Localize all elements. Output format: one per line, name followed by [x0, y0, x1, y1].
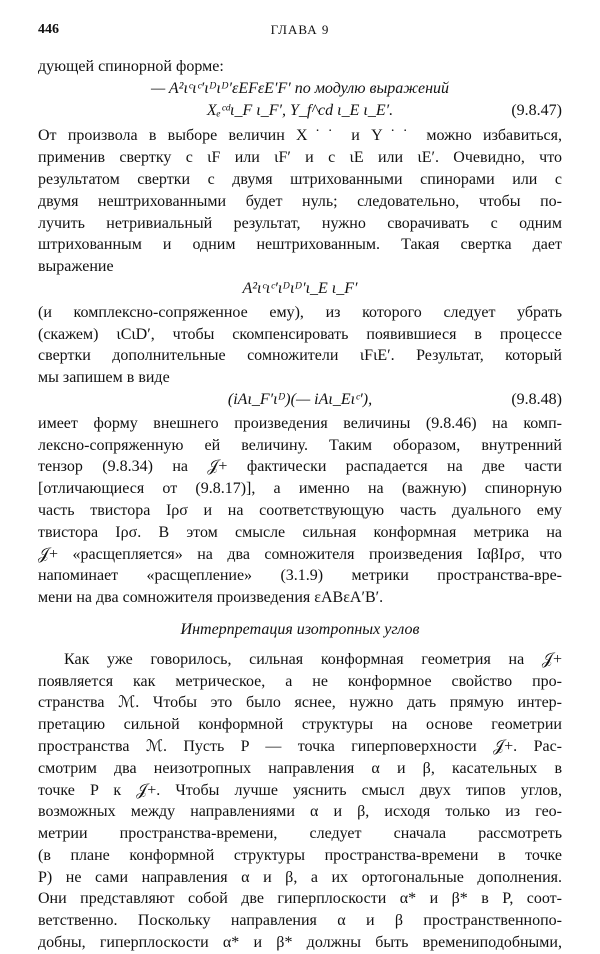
section-heading: Интерпретация изотропных углов — [180, 620, 420, 638]
formula-9-8-47 — [38, 78, 562, 122]
text-line: часть твистора Iρσ и на соответствующую часть дуального ему — [38, 501, 562, 519]
text-line: претацию сильной конформной структуры на основе геометрии — [38, 716, 562, 734]
text-line: применив свертку с ιF или ιF′ и с ιE или ιE′. Очевидно, что — [38, 149, 562, 167]
text-line: лексно-сопряженную ей величину. Таким оборазом, внутренний — [38, 436, 562, 454]
text-line: добны, гиперплоскости α* и β* должны быть времениподобными, — [38, 934, 562, 952]
text-line: [отличающиеся от (9.8.17)], а именно на (важную) спинорную — [38, 480, 562, 498]
text-line: твистора Iρσ. В этом смысле сильная конформная метрика на — [38, 523, 562, 541]
text-line: тензор (9.8.34) на 𝒥+ фактически распадается на две части — [38, 458, 562, 476]
formula-9-8-48 — [38, 389, 562, 411]
text-line: мени на два сомножителя произведения εABεA′B′. — [38, 589, 384, 607]
text-line: лучить нетривиальный результат, нужно сворачивать с одним — [38, 214, 562, 232]
paragraph-1 — [38, 56, 562, 78]
text-line: дующей спинорной форме: — [38, 58, 224, 75]
text-line: возможных между направлениями α и β, исходя только из гео- — [38, 803, 562, 821]
text-line: появляется как метрическое, а не конформное свойство про- — [38, 672, 562, 690]
equation-number: (9.8.47) — [511, 101, 562, 119]
formula-line: (iAι_F′ιᴰ)(— iAι_Eιᶜ′), — [227, 390, 373, 408]
text-line: странства ℳ. Чтобы это было яснее, нужно дать прямую интер- — [38, 694, 562, 712]
text-line: точке P к 𝒥+. Чтобы лучше уяснить смысл двух типов углов, — [38, 781, 562, 799]
text-line: От произвола в выборе величин X˙˙ и Y˙˙ можно избавиться, — [38, 127, 562, 145]
text-line: P) не сами направления α и β, а их ортогональные дополнения. — [38, 868, 562, 886]
text-line: напоминает «расщепление» (3.1.9) метрики пространства-вре- — [38, 567, 562, 585]
formula-line: Xₑᶜᵈι_F ι_F′, Y_f^cd ι_E ι_E′. — [206, 101, 394, 119]
page-body — [38, 56, 562, 954]
text-line: ветственно. Поскольку направления α и β пространственнопо- — [38, 912, 562, 930]
formula-line: — A²ιᶜιᶜ′ιᴰιᴰ′εEFεE′F′ по модулю выражений — [150, 79, 450, 97]
formula-line: A²ιᶜιᶜ′ιᴰιᴰ′ι_E ι_F′ — [242, 279, 358, 297]
text-line: имеет форму внешнего произведения величины (9.8.46) на комп- — [38, 414, 562, 432]
paragraph-2 — [38, 125, 562, 278]
equation-number: (9.8.48) — [511, 390, 562, 408]
text-line: 𝒥+ «расщепляется» на два сомножителя произведения IαβIρσ, что — [38, 545, 562, 563]
text-line: свертки дополнительные сомножители ιFιE′. Результат, который — [38, 347, 562, 365]
text-line: метрии пространства-времени, следует сначала рассмотреть — [38, 825, 562, 843]
text-line: выражение — [38, 258, 114, 276]
chapter-title: ГЛАВА 9 — [270, 22, 330, 37]
paragraph-5 — [38, 649, 562, 954]
paragraph-4 — [38, 413, 562, 609]
text-line: штрихованным и одним нештрихованным. Такая свертка дает — [38, 236, 562, 254]
text-line: (и комплексно-сопряженное ему), из которого следует убрать — [38, 303, 562, 321]
text-line: пространства ℳ. Пусть P — точка гиперповерхности 𝒥+. Рас- — [38, 737, 562, 755]
paragraph-3 — [38, 302, 562, 389]
formula-line-with-number — [38, 100, 562, 122]
formula-contraction — [38, 278, 562, 300]
page-number: 446 — [38, 22, 59, 37]
text-line: двумя нештрихованными будет нуль; следовательно, чтобы по- — [38, 192, 562, 210]
page-header — [38, 22, 562, 42]
text-line: результатом свертки с двумя штрихованными спинорами или с — [38, 170, 562, 188]
text-line: смотрим два неизотропных направления α и β, касательных в — [38, 759, 562, 777]
text-line: Как уже говорилось, сильная конформная геометрия на 𝒥+ — [64, 650, 562, 668]
text-line: мы запишем в виде — [38, 369, 170, 387]
text-line: (скажем) ιCιD′, чтобы скомпенсировать появившиеся в процессе — [38, 325, 562, 343]
text-line: (в плане конформной структуры пространства-времени в точке — [38, 846, 562, 864]
text-line: Они представляют собой две гиперплоскости α* и β* в P, соот- — [38, 890, 563, 908]
